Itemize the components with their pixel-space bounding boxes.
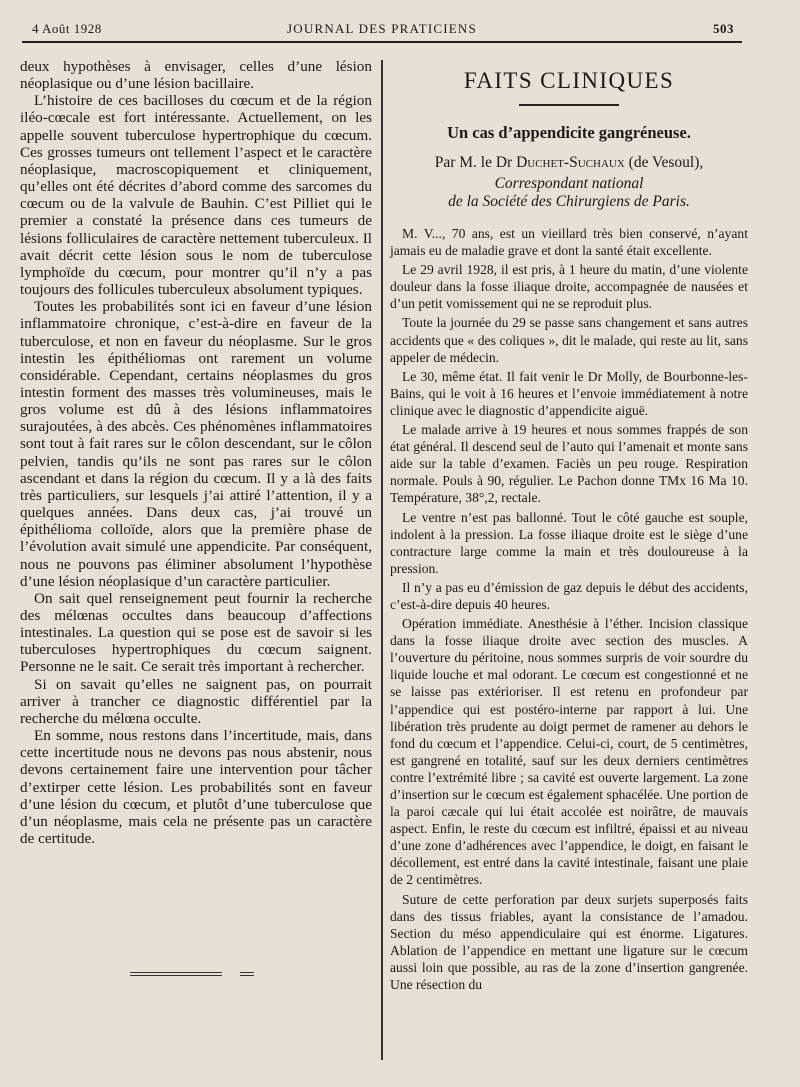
left-paragraph: deux hypothèses à envisager, celles d’une lésion néoplasique ou d’une lésion bacillaire. — [20, 58, 372, 93]
end-of-article-rule — [130, 972, 222, 978]
left-paragraph: On sait quel renseignement peut fournir la recherche des mélœnas occultes dans beaucoup d’affections intestinales. La question qui se pose est de savoir si les tuberculoses hypertrophiques du cœcum saignent. Personne ne le sait. Ce serait très important à rechercher. — [20, 589, 372, 676]
header-rule — [22, 41, 742, 43]
column-divider — [381, 60, 383, 1060]
left-paragraph: En somme, nous restons dans l’incertitude, mais, dans cette incertitude nous ne devons pas nous abstenir, nous devons certainement faire une intervention pour tâcher d’extirper cette lésion. Les probabilités sont en faveur d’une lésion du cœcum, et plutôt d’une tuberculose que d’un néoplasme, mais cela ne présente pas un caractère de certitude. — [20, 727, 372, 848]
byline — [390, 154, 748, 172]
article-paragraph: Le 29 avril 1928, il est pris, à 1 heure du matin, d’une violente douleur dans la fosse iliaque droite, accompagnée de nausées et d’un petit vomissement qui ne se reproduit plus. — [390, 262, 748, 312]
right-column — [390, 62, 748, 995]
page-header — [22, 18, 742, 40]
affiliation-line: de la Société des Chirurgiens de Paris. — [448, 193, 690, 210]
article-paragraph: M. V..., 70 ans, est un vieillard très bien conservé, n’ayant jamais eu de maladie grave et dont la santé était excellente. — [390, 226, 748, 259]
section-rule — [519, 104, 619, 106]
article-title: Un cas d’appendicite gangréneuse. — [447, 123, 691, 142]
left-column — [20, 58, 372, 847]
article-paragraph: Il n’y a pas eu d’émission de gaz depuis le début des accidents, c’est-à-dire depuis 40 heures. — [390, 579, 748, 612]
left-paragraph: Si on savait qu’elles ne saignent pas, on pourrait arriver à trancher ce diagnostic différentiel par la recherche du mélœna occulte. — [20, 675, 372, 727]
byline-prefix: Par M. le Dr — [434, 154, 513, 171]
article-paragraph: Le 30, même état. Il fait venir le Dr Molly, de Bourbonne-les-Bains, qui le voit à 16 heures et l’envoie immédiatement à notre clinique avec le diagnostic d’appendicite aiguë. — [390, 368, 748, 418]
left-paragraph: Toutes les probabilités sont ici en faveur d’une lésion inflammatoire chronique, c’est-à-dire en faveur de la tuberculose, et non en faveur du néoplasme. Sur le gros intestin les épithéliomas ont rarement un volume considérable. Cependant, certains néoplasmes du gros intestin forment des masses très volumineuses, mais le gros volume est dû à des lésions inflammatoires surajoutées, à des abcès. Ces phénomènes inflammatoires sont tout à fait rares sur le côlon descendant, sur le côlon pelvien, tandis qu’ils ne sont pas rares sur le côlon ascendant et dans la région du cœcum. Il y a là des faits très particuliers, sur lesquels j’ai attiré l’attention, il y a quelques années. Dans deux cas, j’ai trouvé un épithélioma colloïde, alors que la première phase de l’évolution avait simulé une appendicite. Par conséquent, nous ne pouvons pas éliminer absolument l’hypothèse d’une lésion néoplasique d’un caractère particulier. — [20, 298, 372, 590]
article-paragraph: Le malade arrive à 19 heures et nous sommes frappés de son état général. Il descend seul de l’auto qui l’amenait et monte sans aide sur la table d’examen. Faciès un peu rouge. Respiration normale. Pouls à 90, régulier. Le Pachon donne TMx 16 Ma 10. Température, 38°,2, rectale. — [390, 422, 748, 506]
journal-title: JOURNAL DES PRATICIENS — [287, 21, 477, 36]
article-paragraph: Toute la journée du 29 se passe sans changement et sans autres accidents que « des coliques », dit le malade, qui reste au lit, sans appeler de médecin. — [390, 315, 748, 365]
issue-date: 4 Août 1928 — [32, 21, 102, 36]
author-affiliation — [390, 175, 748, 211]
page-number: 503 — [713, 21, 734, 36]
author-place: (de Vesoul), — [628, 154, 704, 171]
article-paragraph: Le ventre n’est pas ballonné. Tout le côté gauche est souple, indolent à la pression. La fosse iliaque droite est le siège d’une contracture large comme la main et très douloureuse à la pression. — [390, 509, 748, 576]
left-paragraph: L’histoire de ces bacilloses du cœcum et de la région iléo-cœcale est fort intéressante. Actuellement, on les appelle souvent tuberculose hypertrophique du cœcum. Ces grosses tumeurs ont tellement l’aspect et le caractère néoplasique, macroscopiquement et cliniquement, qu’elles ont été décrites d’abord comme des sarcomes du cœcum ou de la valvule de Bauhin. C’est Pilliet qui le premier a constaté la présence dans ces tumeurs de lésions folliculaires de caractère nettement tuberculeux. Il avait décrit cette lésion sous le nom de tuberculose lymphoïde du cœcum, pour montrer qu’il n’y a pas toujours des follicules tuberculeux absolument typiques. — [20, 92, 372, 299]
section-title: FAITS CLINIQUES — [463, 68, 675, 93]
author-name: Duchet-Suchaux — [516, 154, 625, 171]
article-body — [390, 225, 748, 993]
article-paragraph: Suture de cette perforation par deux surjets superposés faits dans des tissus friables, ayant la consistance de l’amadou. Section du méso appendiculaire qui est énorme. Ligatures. Ablation de l’appendice en mettant une ligature sur le cœcum aussi loin que possible, au ras de la zone d’insertion gangrenée. Une résection du — [390, 891, 748, 993]
article-paragraph: Opération immédiate. Anesthésie à l’éther. Incision classique dans la fosse iliaque droite avec section des muscles. A l’ouverture du péritoine, nous sommes surpris de voir sourdre du liquide louche et mal odorant. Le cœcum est congestionné et ne se laisse pas extérioriser. Il est retenu en profondeur par l’appendice qui est postéro-interne par rapport à lui. Une libération très prudente au doigt permet de ramener au dehors le fond du cœcum et l’appendice. Celui-ci, court, de 5 centimètres, est gangrené en totalité, sauf sur les deux derniers centimètres contre l’extrémité libre ; sa cavité est ouverte largement. La zone d’insertion sur le cœcum est également sphacélée. Une portion de la paroi cæcale qui lui était accolée est noirâtre, de mauvais aspect. Enfin, le reste du cœcum est infiltré, épaissi et au niveau d’une zone d’adhérences avec l’appendice, le doigt, en faisant le décollement, est entré dans la cavité intestinale, faisant une plaie de 2 centimètres. — [390, 616, 748, 888]
affiliation-line: Correspondant national — [494, 175, 644, 192]
